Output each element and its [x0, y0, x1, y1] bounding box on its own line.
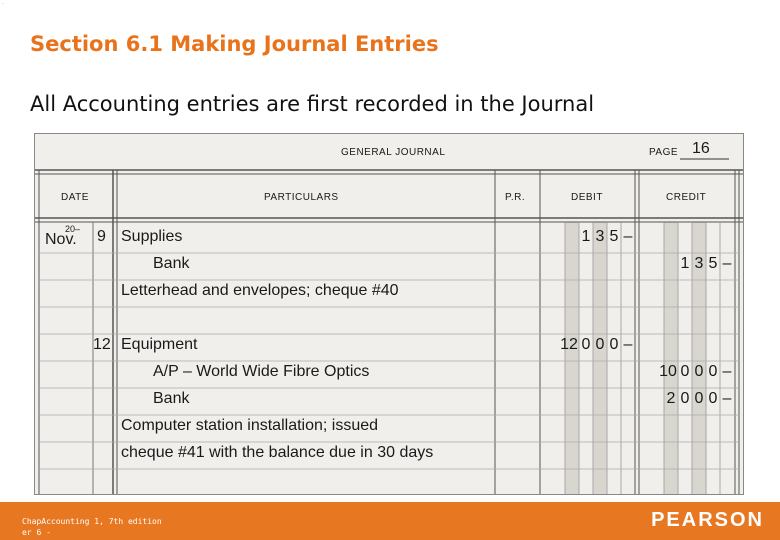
credit-digit: –: [722, 255, 732, 272]
entry-particulars: Letterhead and envelopes; cheque #40: [121, 282, 399, 299]
credit-digit: 3: [694, 255, 704, 272]
column-debit: DEBIT: [571, 192, 603, 203]
credit-digit: 2: [666, 390, 676, 407]
entry-particulars: Equipment: [121, 336, 198, 353]
credit-digit: 0: [680, 390, 690, 407]
entry-particulars: Supplies: [121, 228, 183, 245]
slide-title: Section 6.1 Making Journal Entries: [30, 32, 439, 56]
entry-particulars: cheque #41 with the balance due in 30 days: [121, 444, 434, 461]
entry-day: 12: [93, 336, 111, 353]
month-label: Nov.: [45, 231, 77, 248]
corner-mark: ·: [2, 1, 4, 8]
column-pr: P.R.: [505, 192, 526, 203]
footer-text: [22, 516, 162, 538]
slide-subtitle: All Accounting entries are first recorded in the Journal: [30, 92, 595, 116]
column-particulars: PARTICULARS: [264, 192, 339, 203]
credit-digit: 0: [708, 390, 718, 407]
general-journal-image: [34, 133, 744, 495]
credit-digit: 0: [708, 363, 718, 380]
credit-digit: 5: [708, 255, 718, 272]
credit-digit: 0: [694, 363, 704, 380]
credit-digit: 0: [694, 390, 704, 407]
debit-digit: 0: [609, 336, 619, 353]
footer-line-2: er 6 -: [22, 528, 51, 537]
credit-digit: 0: [680, 363, 690, 380]
year-label: 20–: [65, 224, 81, 234]
journal-grid: [35, 134, 743, 494]
page-label: PAGE: [649, 147, 679, 158]
entry-day: 9: [97, 228, 106, 245]
entry-particulars: Computer station installation; issued: [121, 417, 379, 434]
debit-digit: 0: [581, 336, 591, 353]
journal-heading: GENERAL JOURNAL: [341, 147, 446, 158]
debit-digit: 0: [595, 336, 605, 353]
debit-digit: 12: [560, 336, 578, 353]
entry-particulars: A/P – World Wide Fibre Optics: [153, 363, 370, 380]
page-number: 16: [692, 140, 710, 157]
debit-digit: –: [623, 228, 633, 245]
entry-particulars: Bank: [153, 390, 190, 407]
credit-digit: –: [722, 363, 732, 380]
debit-digit: –: [623, 336, 633, 353]
debit-digit: 5: [609, 228, 619, 245]
credit-digit: 1: [680, 255, 690, 272]
pearson-logo: PEARSON: [651, 509, 764, 531]
credit-digit: 10: [659, 363, 677, 380]
footer-bar: [0, 502, 780, 540]
column-credit: CREDIT: [666, 192, 707, 203]
column-date: DATE: [61, 192, 89, 203]
debit-digit: 3: [595, 228, 605, 245]
debit-digit: 1: [581, 228, 591, 245]
credit-digit: –: [722, 390, 732, 407]
footer-line-1: ChapAccounting 1, 7th edition: [22, 517, 162, 526]
entry-particulars: Bank: [153, 255, 190, 272]
